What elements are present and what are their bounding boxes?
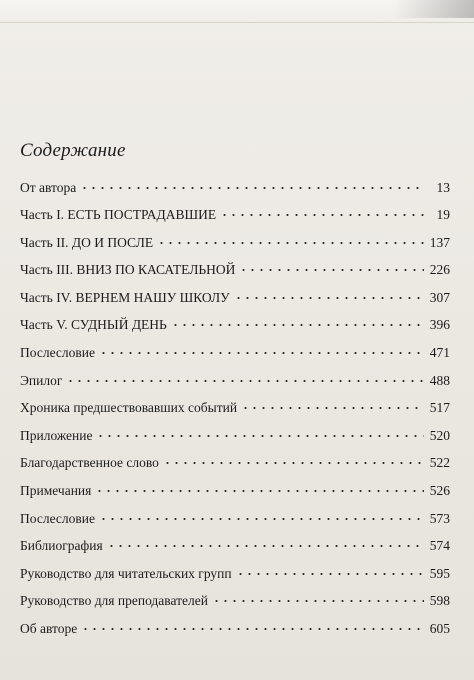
toc-item — [20, 288, 450, 316]
toc-item — [20, 344, 450, 372]
toc-item — [20, 454, 450, 482]
toc-item — [20, 564, 450, 592]
dot-leader — [66, 369, 424, 383]
toc-list — [20, 178, 450, 647]
toc-item-page: 396 — [429, 317, 450, 333]
toc-item-label: Часть III. ВНИЗ ПО КАСАТЕЛЬНОЙ — [20, 262, 236, 278]
dot-leader — [96, 424, 424, 438]
toc-item-page: 517 — [429, 400, 450, 416]
dot-leader — [171, 314, 424, 328]
toc-item-label: Руководство для преподавателей — [20, 593, 208, 609]
toc-item — [20, 371, 450, 399]
dot-leader — [212, 590, 424, 604]
dot-leader — [157, 231, 424, 245]
dot-leader — [80, 176, 424, 190]
toc-item — [20, 399, 450, 427]
toc-item-label: Эпилог — [20, 372, 63, 388]
dot-leader — [81, 618, 424, 632]
toc-item-label: От автора — [20, 179, 77, 195]
toc-item-page: 13 — [436, 179, 450, 195]
toc-item — [20, 178, 450, 206]
toc-item — [20, 509, 450, 537]
toc-item-page: 573 — [429, 510, 450, 526]
toc-item-page: 19 — [436, 207, 450, 223]
toc-item — [20, 592, 450, 620]
toc-item — [20, 426, 450, 454]
toc-item-label: Благодарственное слово — [20, 455, 159, 471]
toc-item — [20, 206, 450, 234]
dot-leader — [239, 259, 424, 273]
toc-item-page: 595 — [429, 565, 450, 581]
toc-item-page: 307 — [429, 289, 450, 305]
toc-item-page: 471 — [429, 345, 450, 361]
toc-item-label: Часть V. СУДНЫЙ ДЕНЬ — [20, 317, 167, 333]
toc-item-label: Хроника предшествовавших событий — [20, 400, 238, 416]
dot-leader — [107, 535, 424, 549]
toc-item-label: Послесловие — [20, 345, 95, 361]
dot-leader — [241, 397, 424, 411]
toc-item — [20, 620, 450, 648]
dot-leader — [99, 507, 424, 521]
toc-item — [20, 537, 450, 565]
toc-item-page: 598 — [429, 593, 450, 609]
toc-item-label: Часть II. ДО И ПОСЛЕ — [20, 234, 154, 250]
toc-item-label: Послесловие — [20, 510, 95, 526]
toc-item-page: 574 — [429, 538, 450, 554]
toc-item-label: Часть IV. ВЕРНЕМ НАШУ ШКОЛУ — [20, 289, 230, 305]
toc-item-page: 137 — [429, 234, 450, 250]
toc-item — [20, 233, 450, 261]
dot-leader — [163, 452, 424, 466]
toc-item-label: Примечания — [20, 483, 92, 499]
toc-item-label: Приложение — [20, 427, 93, 443]
toc-title: Содержание — [20, 140, 126, 161]
toc-item-page: 526 — [429, 483, 450, 499]
toc-item — [20, 316, 450, 344]
toc-item-page: 520 — [429, 427, 450, 443]
toc-item — [20, 261, 450, 289]
toc-item-page: 522 — [429, 455, 450, 471]
toc-item-label: Библиография — [20, 538, 103, 554]
toc-item-label: Часть I. ЕСТЬ ПОСТРАДАВШИЕ — [20, 207, 217, 223]
toc-item-label: Об авторе — [20, 621, 78, 636]
dot-leader — [234, 286, 424, 300]
toc-item-page: 605 — [429, 621, 450, 636]
toc-item-page: 488 — [429, 372, 450, 388]
dot-leader — [99, 342, 424, 356]
dot-leader — [236, 562, 424, 576]
page-corner-shadow — [394, 0, 474, 18]
dot-leader — [220, 204, 424, 218]
toc-item — [20, 482, 450, 510]
dot-leader — [95, 480, 424, 494]
toc-item-label: Руководство для читательских групп — [20, 565, 232, 581]
toc-item-page: 226 — [429, 262, 450, 278]
